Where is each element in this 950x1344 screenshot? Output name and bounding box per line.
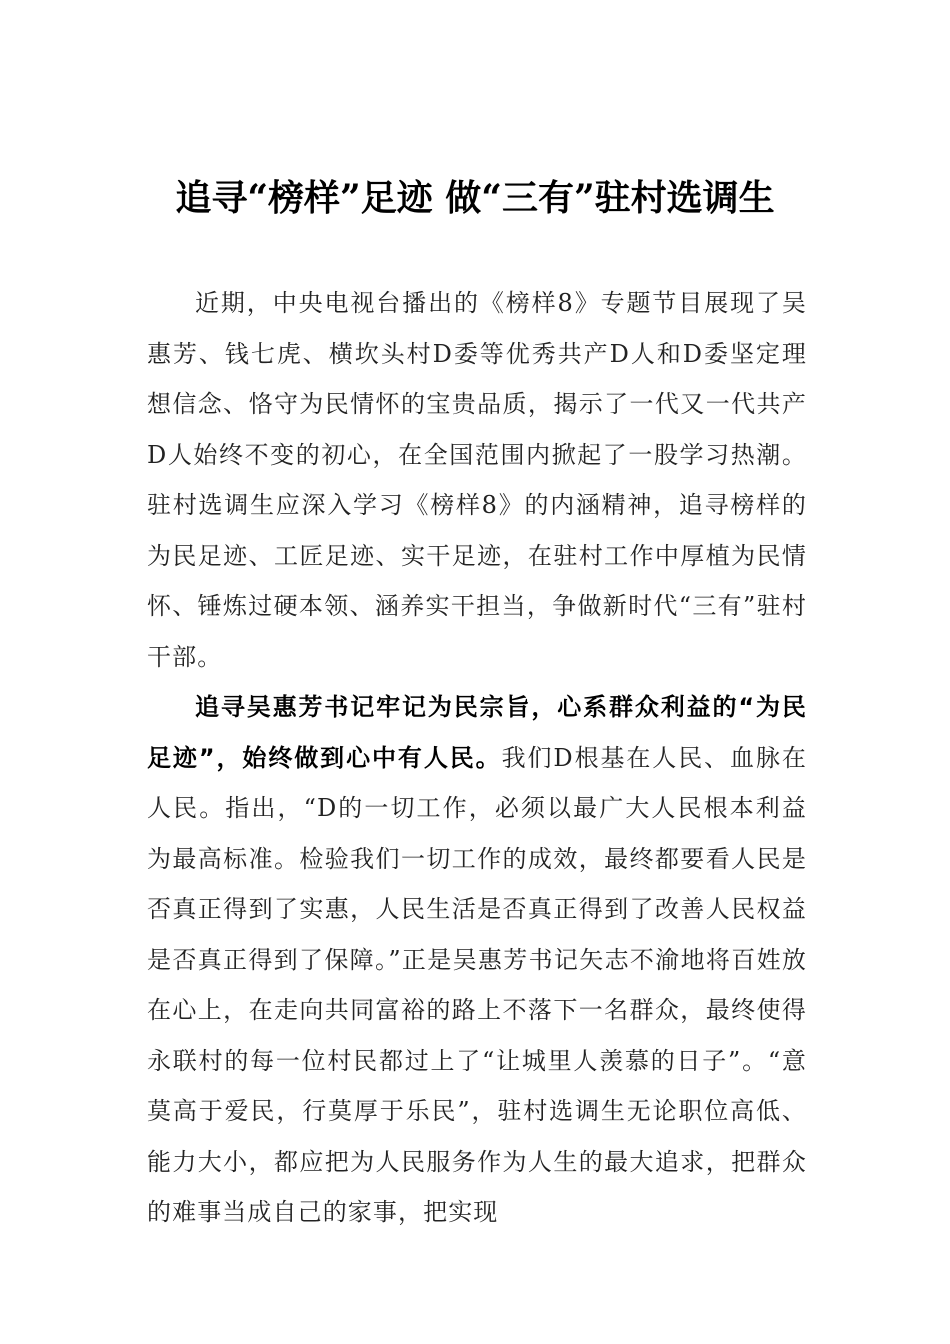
paragraph-lead-sentence: 追寻吴惠芳书记牢记为民宗旨，心系群众利益的“为民足迹”，始终做到心中有人民。 (147, 693, 807, 772)
paragraph-text: 我们D根基在人民、血脉在人民。指出，“D的一切工作，必须以最广大人民根本利益为最高标准。检验我们一切工作的成效，最终都要看人民是否真正得到了实惠，人民生活是否真正得到了改善人民权益是否真正得到了保障。”正是吴惠芳书记矢志不渝地将百姓放在心上，在走向共同富裕的路上不落下一名群众，最终使得永联村的每一位村民都过上了“让城里人羡慕的日子”。“意莫高于爱民，行莫厚于乐民”，驻村选调生无论职位高低、能力大小，都应把为人民服务作为人生的最大追求，把群众的难事当成自己的家事，把实现 (147, 743, 807, 1226)
document-title: 追寻“榜样”足迹 做“三有”驻村选调生 (175, 177, 775, 219)
paragraph-people-footprint (147, 682, 807, 1238)
paragraph-text: 近期，中央电视台播出的《榜样8》专题节目展现了吴惠芳、钱七虎、横坎头村D委等优秀共产D人和D委坚定理想信念、恪守为民情怀的宝贵品质，揭示了一代又一代共产D人始终不变的初心，在全国范围内掀起了一股学习热潮。驻村选调生应深入学习《榜样8》的内涵精神，追寻榜样的为民足迹、工匠足迹、实干足迹，在驻村工作中厚植为民情怀、锤炼过硬本领、涵养实干担当，争做新时代“三有”驻村干部。 (147, 289, 807, 671)
document-body (147, 278, 807, 1238)
paragraph-intro (147, 278, 807, 682)
